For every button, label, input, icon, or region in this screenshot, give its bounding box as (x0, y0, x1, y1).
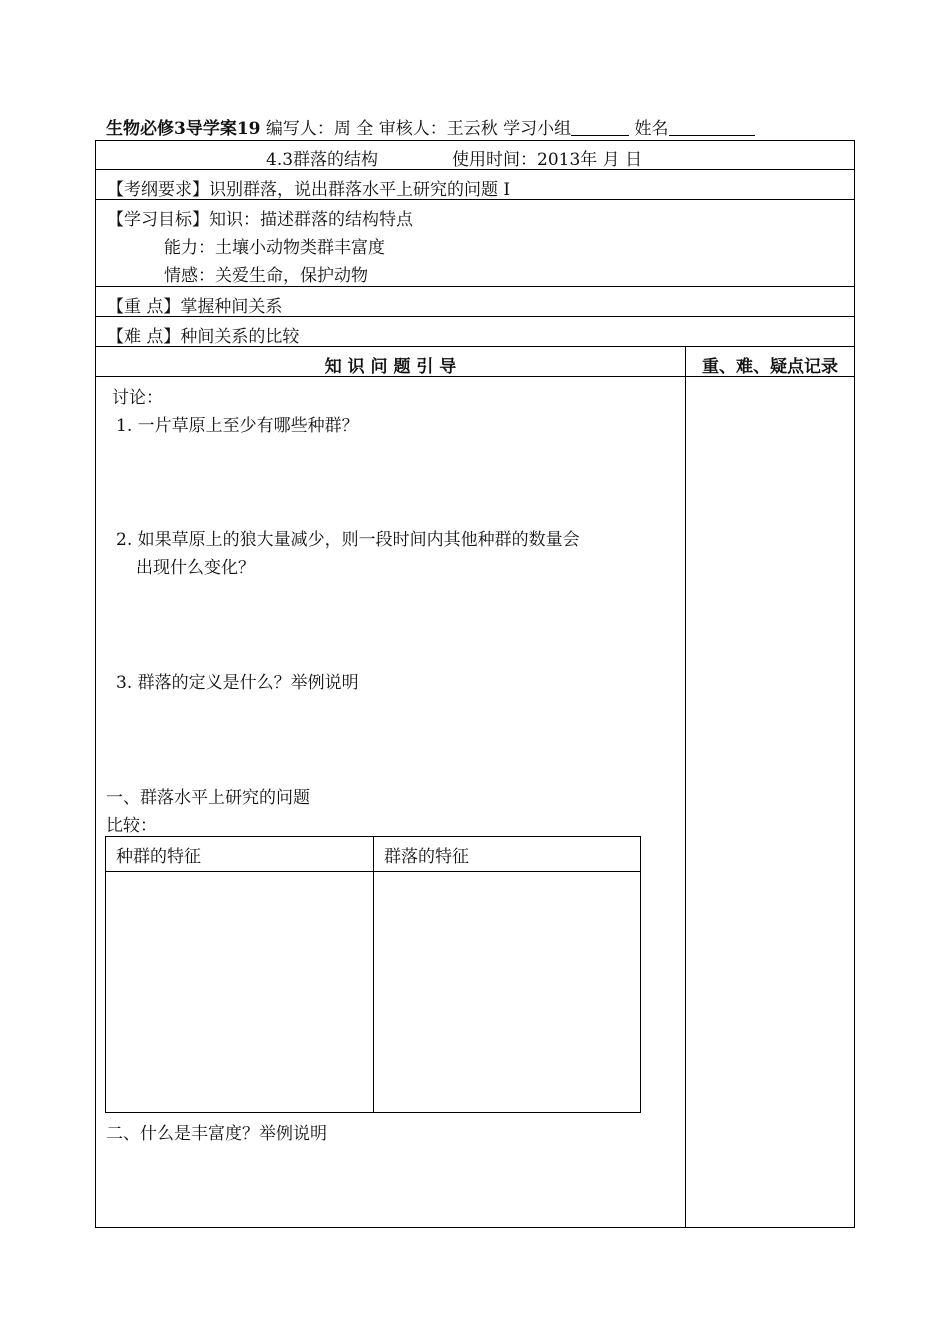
question-2-line-2: 出现什么变化？ (136, 558, 255, 578)
question-2-line-1: 2. 如果草原上的狼大量减少，则一段时间内其他种群的数量会 (116, 530, 580, 550)
compare-label: 比较： (106, 816, 157, 836)
population-features-header: 种群的特征 (116, 847, 201, 867)
reviewer-label: 审核人：王云秋 (378, 119, 498, 139)
course-title: 生物必修3导学案19 (106, 119, 261, 139)
notes-column-header: 重、难、疑点记录 (702, 357, 838, 377)
difficulty-point: 【难 点】种间关系的比较 (107, 327, 300, 347)
section-1-title: 一、群落水平上研究的问题 (106, 788, 310, 808)
community-features-cell[interactable] (374, 872, 640, 1112)
student-name-blank[interactable] (669, 119, 755, 136)
notes-area[interactable] (686, 377, 854, 1227)
syllabus-requirement: 【考纲要求】识别群落，说出群落水平上研究的问题 I (107, 180, 511, 200)
section-2-title: 二、什么是丰富度？举例说明 (106, 1124, 327, 1144)
key-point: 【重 点】掌握种间关系 (107, 297, 283, 317)
community-features-header: 群落的特征 (384, 847, 469, 867)
learning-goal-knowledge: 【学习目标】知识：描述群落的结构特点 (107, 210, 413, 230)
discussion-label: 讨论： (112, 388, 163, 408)
document-header (106, 114, 755, 139)
study-group-blank[interactable] (571, 119, 629, 136)
answer-area-3[interactable] (116, 696, 676, 776)
answer-area-2[interactable] (116, 581, 676, 661)
lesson-title: 4.3群落的结构 (266, 150, 379, 170)
question-1: 1. 一片草原上至少有哪些种群？ (116, 416, 359, 436)
population-features-cell[interactable] (106, 872, 373, 1112)
editor-label: 编写人：周 全 (265, 119, 374, 139)
answer-area-richness[interactable] (106, 1147, 676, 1223)
student-name-label: 姓名 (634, 119, 669, 139)
learning-goal-emotion: 情感：关爱生命，保护动物 (164, 266, 368, 286)
row-divider (96, 286, 854, 287)
answer-area-1[interactable] (116, 437, 676, 517)
comparison-table (105, 836, 641, 1113)
question-3: 3. 群落的定义是什么？举例说明 (116, 673, 359, 693)
usage-time: 使用时间：2013年 月 日 (452, 150, 643, 170)
learning-goal-ability: 能力：土壤小动物类群丰富度 (164, 238, 385, 258)
study-group-label: 学习小组 (503, 119, 572, 139)
guide-column-header: 知 识 问 题 引 导 (324, 357, 457, 377)
